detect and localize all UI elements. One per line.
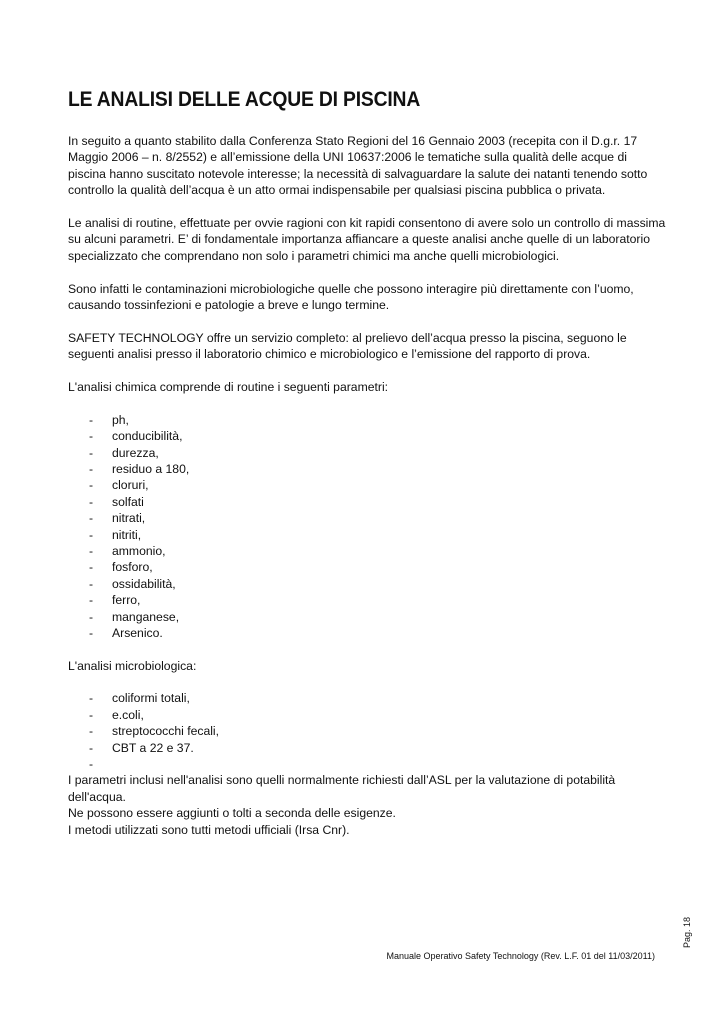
paragraph: Le analisi di routine, effettuate per ovvie ragioni con kit rapidi consentono di avere solo un controllo di massima su alcuni parametri. E’ di fondamentale importanza affiancare a queste analisi anche quelle di un laboratorio specializzato che comprendano non solo i parametri chimici ma anche quelli microbiologici. <box>68 216 666 263</box>
dash-bullet: - <box>89 625 94 640</box>
list-item <box>68 707 668 723</box>
dash-bullet: - <box>89 740 94 755</box>
dash-bullet: - <box>89 462 94 476</box>
spacer <box>68 313 668 329</box>
list-item <box>68 461 668 477</box>
list-item <box>68 494 668 510</box>
list-item <box>68 723 668 739</box>
list-item <box>68 592 668 608</box>
spacer <box>68 674 668 690</box>
page-title: LE ANALISI DELLE ACQUE DI PISCINA <box>68 88 421 111</box>
dash-bullet: - <box>89 527 94 542</box>
chemical-intro: L'analisi chimica comprende di routine i seguenti parametri: <box>68 380 389 395</box>
footer-manual-reference: Manuale Operativo Safety Technology (Rev. L.F. 01 del 11/03/2011) <box>386 951 655 961</box>
dash-bullet: - <box>89 691 94 706</box>
list-item-text: nitriti, <box>112 527 142 542</box>
list-item-text: fosforo, <box>112 560 153 575</box>
dash-bullet: - <box>89 576 94 591</box>
list-item <box>68 412 668 428</box>
document-body <box>68 133 668 838</box>
dash-bullet: - <box>89 724 94 739</box>
spacer <box>68 641 668 657</box>
list-item <box>68 543 668 559</box>
list-item <box>68 510 668 526</box>
chemical-parameter-list <box>68 412 668 641</box>
list-item-text: manganese, <box>112 609 180 624</box>
list-item-text: ph, <box>112 412 129 427</box>
list-item <box>68 690 668 706</box>
list-item-text: ossidabilità, <box>112 576 176 591</box>
dash-bullet: - <box>89 560 94 575</box>
paragraph: SAFETY TECHNOLOGY offre un servizio completo: al prelievo dell’acqua presso la piscina, seguono le seguenti analisi presso il laboratorio chimico e microbiologico e l’emissione del rapporto di prova. <box>68 330 627 362</box>
dash-bullet: - <box>89 478 94 493</box>
list-item <box>68 740 668 756</box>
list-item <box>68 477 668 493</box>
dash-bullet: - <box>89 543 94 558</box>
list-item-text: conducibilità, <box>112 429 183 444</box>
list-item <box>68 625 668 641</box>
list-item-text: coliformi totali, <box>112 691 190 706</box>
dash-bullet: - <box>89 445 94 460</box>
list-item-text: e.coli, <box>112 707 144 722</box>
dash-bullet: - <box>89 593 94 608</box>
list-item <box>68 428 668 444</box>
micro-parameter-list <box>68 690 668 772</box>
dash-bullet: - <box>89 429 94 444</box>
list-item-text: nitrati, <box>112 511 146 526</box>
list-item <box>68 609 668 625</box>
page-number: Pag. 18 <box>682 916 692 948</box>
list-item-text: CBT a 22 e 37. <box>112 740 194 755</box>
list-item <box>68 559 668 575</box>
dash-bullet: - <box>89 707 94 722</box>
list-item <box>68 756 668 772</box>
closing-line: I metodi utilizzati sono tutti metodi ufficiali (Irsa Cnr). <box>68 822 350 837</box>
list-item <box>68 445 668 461</box>
list-item-text: ammonio, <box>112 543 166 558</box>
list-item-text: streptococchi fecali, <box>112 724 220 739</box>
paragraph: Sono infatti le contaminazioni microbiologiche quelle che possono interagire più direttamente con l’uomo, causando tossinfezioni e patologie a breve e lungo termine. <box>68 281 634 313</box>
spacer <box>68 264 668 280</box>
spacer <box>68 395 668 411</box>
list-item-text: Arsenico. <box>112 625 163 640</box>
closing-line: I parametri inclusi nell'analisi sono quelli normalmente richiesti dall’ASL per la valutazione di potabilità dell'acqua. <box>68 773 616 804</box>
dash-bullet: - <box>89 412 94 427</box>
spacer <box>68 199 668 215</box>
list-item-text: cloruri, <box>112 478 149 493</box>
closing-line: Ne possono essere aggiunti o tolti a seconda delle esigenze. <box>68 806 396 821</box>
spacer <box>68 363 668 379</box>
micro-intro: L'analisi microbiologica: <box>68 658 197 673</box>
list-item-text: ferro, <box>112 593 141 608</box>
list-item-text: residuo a 180, <box>112 462 190 476</box>
list-item-text: durezza, <box>112 445 159 460</box>
paragraph: In seguito a quanto stabilito dalla Conferenza Stato Regioni del 16 Gennaio 2003 (recepita con il D.g.r. 17 Maggio 2006 – n. 8/2552) e all’emissione della UNI 10637:2006 le tematiche sulla qualità delle acque di piscina hanno suscitato notevole interesse; la necessità di salvaguardare la salute dei natanti tenendo sotto controllo la qualità dell’acqua è un atto ormai indispensabile per qualsiasi piscina pubblica o privata. <box>68 134 648 198</box>
dash-bullet: - <box>89 609 94 624</box>
list-item <box>68 527 668 543</box>
dash-bullet: - <box>89 511 94 526</box>
dash-bullet: - <box>89 757 94 772</box>
list-item <box>68 576 668 592</box>
dash-bullet: - <box>89 494 94 509</box>
list-item-text: solfati <box>112 494 144 509</box>
